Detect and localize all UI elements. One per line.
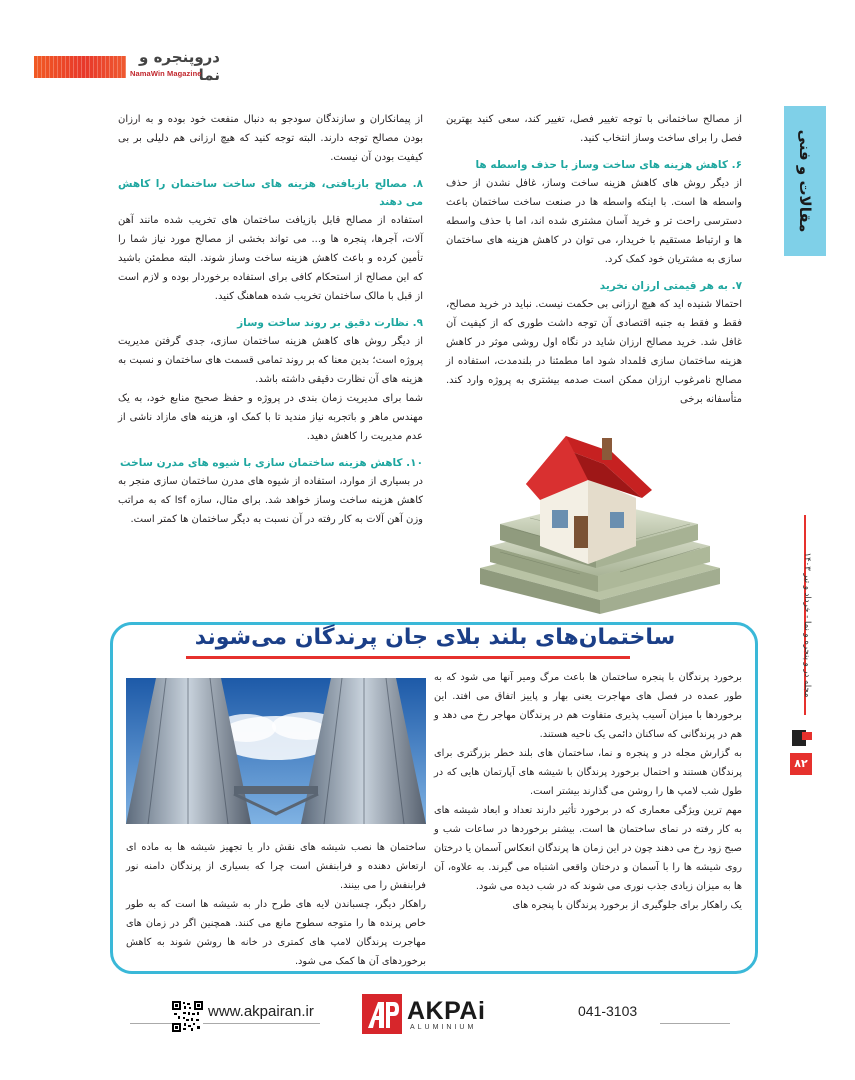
section-heading: ۸. مصالح بازیافتی، هزینه های ساخت ساختمان را کاهش می دهند [118,178,423,208]
section-tab [784,106,826,256]
section-heading: ۷. به هر قیمتی ارزان نخرید [599,280,742,292]
article-column-right [446,110,742,409]
section-tab-label: مقالات و فنی [796,129,814,233]
paragraph: از دیگر روش های کاهش هزینه ساخت وساز، غافل نشدن از حذف واسطه ها است. با اینکه واسطه ها در صنعت ساخت ساختمان باعث دسترسی راحت تر و خرید آسان مشتری شده اند، اما با حذف واسطه ها و ارتباط مستقیم با خریدار، می توان در کاهش هزینه های ساختمان سازی به مشتریان خود کمک کرد. [446,178,742,265]
paragraph: از مصالح ساختمانی با توجه تغییر فصل، تغییر کند، سعی کنید بهترین فصل را برای ساخت وساز انتخاب کنید. [446,114,742,144]
feature-title-underline [186,656,630,659]
article-column-left [118,110,423,529]
paragraph: به گزارش مجله در و پنجره و نما، ساختمان های بلند خطر بزرگتری برای پرندگان هستند و احتمال برخورد پرندگان با شیشه های آپارتمان هایی که در طول شب لامپ ها را روشن می گذارند بیشتر است. [434,748,742,797]
feature-column-right [434,668,742,915]
paragraph: شما برای مدیریت زمان بندی در پروژه و حفظ صحیح منابع خود، به یک مهندس ماهر و باتجربه نیاز مندید تا با کمک او، هزینه های مازاد ناشی از عدم مدیریت را کاهش دهید. [118,393,423,442]
house-on-money-image [470,418,724,614]
paragraph: احتمالا شنیده اید که هیچ ارزانی بی حکمت نیست. نباید در خرید مصالح، فقط و فقط به جنبه اقتصادی آن توجه داشت طوری که از کیفیت آن غافل شد. خرید مصالح ارزان شاید در نگاه اول روشی موثر در کاهش هزینه ساختمان سازی قلمداد شود اما مطمئنا در بلندمدت، استفاده از مصالح نامرغوب ارزان ممکن است صدمه بیشتری به پروژه وارد کند. متأسفانه برخی [446,299,742,405]
qr-code-icon [172,1001,203,1032]
paragraph: برخورد پرندگان با پنجره ساختمان ها باعث مرگ ومیر آنها می شود که به طور عمده در فصل های مهاجرت یعنی بهار و پاییز اتفاق می افتد. این برخوردها با میزان آسیب پذیری متفاوت هم در پرندگان مهاجر رخ می دهد و هم در پرندگانی که ساکنان دائمی یک ناحیه هستند. [434,672,742,740]
brand-subtitle: ALUMINIUM [410,1024,477,1031]
paragraph: استفاده از مصالح قابل بازیافت ساختمان های تخریب شده مانند آهن آلات، آجرها، پنجره ها و... می تواند بخشی از مصالح مورد نیاز شما را تأمین کرده و باعث کاهش هزینه ساخت وساز شوند. البته مطمئن باشید که این مصالح از استحکام کافی برای استفاده برخوردار بوده و لازم است از قبل با مالک ساختمان تخریب شده هماهنگ کنید. [118,215,423,302]
header-color-bar [34,56,126,78]
footer-divider-right [660,1023,730,1024]
footer-divider-left [130,1023,320,1024]
section-heading: ۱۰. کاهش هزینه ساختمان سازی با شیوه های مدرن ساخت [120,457,423,469]
magazine-logo-fa: دروپنجره و نما [139,48,220,84]
brand-name: AKPAi [407,997,486,1025]
paragraph: از دیگر روش های کاهش هزینه ساختمان سازی، جدی گرفتن مدیریت پروژه است؛ بدین معنا که بر روند تمامی قسمت های ساختمان و نسبت به هزینه های آن نظارت دقیقی داشته باشد. [118,336,423,385]
website-link[interactable]: www.akpairan.ir [208,1003,314,1020]
section-heading: ۹. نظارت دقیق بر روند ساخت وساز [237,317,423,329]
paragraph: مهم ترین ویژگی معماری که در برخورد تأثیر دارند تعداد و ابعاد شیشه های به کار رفته در نمای ساختمان ها است. بیشتر برخوردها در ساعات شب و صبح زود رخ می دهند چون در این زمان ها پرندگان انعکاس آسمان یا درختان روی شیشه ها را با آسمان و درختان واقعی اشتباه می گیرند. به علاوه، آن ها به میزان زیادی جذب نوری می شوند که در شب دیده می شود. [434,805,742,892]
feature-title: ساختمان‌های بلند بلای جان پرندگان می‌شوند [194,625,676,650]
magazine-logo [130,48,220,82]
side-issue-text: مجله در و پنجره و نما - خرداد و تیر ۱۴۰۳ [802,552,812,698]
akpai-logo-icon [362,994,402,1034]
side-issue-info [797,530,817,720]
paragraph: در بسیاری از موارد، استفاده از شیوه های مدرن ساختمان سازی منجر به کاهش هزینه ساخت وساز خواهد شد. برای مثال، سازه lsf که به مراتب وزن آهن آلات به کار رفته در آن نسبت به دیگر ساختمان ها کمتر است. [118,476,423,525]
skyscraper-towers-image [126,678,426,824]
paragraph: یک راهکار برای جلوگیری از برخورد پرندگان با پنجره های [512,900,742,911]
side-logo-icon [788,728,814,750]
paragraph: از پیمانکاران و سازندگان سودجو به دنبال منفعت خود بوده و به ارزان بودن مصالح توجه دارند. البته توجه کنید که هیچ ارزانی هم دلیلی بر بی کیفیت بودن آن نیست. [118,114,423,163]
magazine-logo-en: NamaWin Magazine [130,69,202,78]
section-heading: ۶. کاهش هزینه های ساخت وساز با حذف واسطه ها [475,159,742,171]
paragraph: راهکار دیگر، چسباندن لایه های طرح دار به شیشه ها است که به طور خاص پرنده ها را متوجه سطوح مانع می کنند. همچنین اگر در زمان های مهاجرت پرندگان لامپ های کمتری در خانه ها روشن شوند به کاهش برخوردهای آن ها کمک می شود. [126,899,426,967]
page-number: ۸۲ [790,753,812,775]
feature-column-left [126,838,426,971]
phone-number[interactable]: 041-3103 [578,1003,638,1019]
paragraph: ساختمان ها نصب شیشه های نقش دار یا تجهیز شیشه ها به ماده ای ارتعاش دهنده و فرابنفش است چرا که بسیاری از پرندگان دامنه نور فرابنفش را می بینند. [126,842,426,891]
